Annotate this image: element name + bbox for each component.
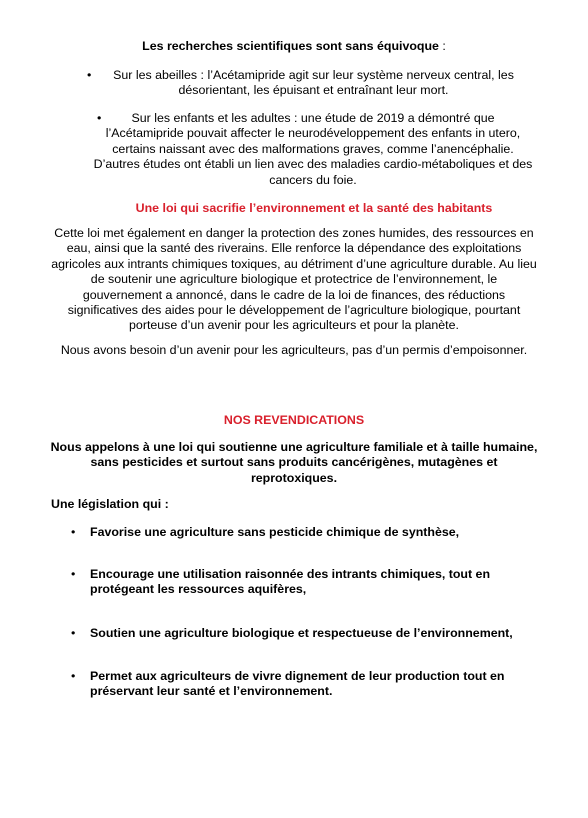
list-item	[71, 669, 540, 700]
list-item	[71, 567, 540, 598]
demand-statement: Nous appelons à une loi qui soutienne une agriculture familiale et à taille humaine, sans pesticides et surtout sans produits cancérigènes, mutagènes et reprotoxiques.	[50, 440, 538, 485]
legislation-label: Une législation qui :	[51, 497, 169, 511]
list-item	[71, 626, 540, 641]
list-item-text: Permet aux agriculteurs de vivre dignement de leur production tout en préservant leur santé et l’environnement.	[90, 669, 505, 699]
bullet-icon: •	[87, 68, 92, 82]
bullet-icon: •	[71, 525, 76, 539]
paragraph-future: Nous avons besoin d’un avenir pour les agriculteurs, pas d’un permis d’empoisonner.	[60, 343, 528, 357]
bullet-icon: •	[71, 669, 76, 683]
intro-heading	[60, 39, 528, 54]
bullet-icon: •	[71, 567, 76, 581]
intro-heading-text: Les recherches scientifiques sont sans équivoque	[142, 39, 439, 53]
bullet-humans-text: Sur les enfants et les adultes : une étude de 2019 a démontré que l’Acétamipride pouvait affecter le neurodéveloppement des enfants in utero, certains naissant avec des malformations graves, comme l’anencéphalie. D’autres études ont établi un lien avec des maladies cardio-métaboliques et des cancers du foie.	[93, 111, 533, 187]
list-item-text: Favorise une agriculture sans pesticide chimique de synthèse,	[90, 525, 460, 539]
bullet-humans	[92, 111, 534, 188]
bullet-bees	[87, 68, 532, 99]
list-item-text: Soutien une agriculture biologique et respectueuse de l’environnement,	[90, 626, 513, 640]
bullet-bees-text: Sur les abeilles : l’Acétamipride agit sur leur système nerveux central, les désorientant, les épuisant et entraînant leur mort.	[113, 68, 514, 98]
intro-heading-colon: :	[438, 39, 446, 53]
bullet-icon: •	[71, 626, 76, 640]
section-title-law: Une loi qui sacrifie l’environnement et la santé des habitants	[135, 201, 493, 215]
section-title-demands: NOS REVENDICATIONS	[223, 413, 365, 427]
paragraph-law-impact: Cette loi met également en danger la protection des zones humides, des ressources en eau, ainsi que la santé des riverains. Elle renforce la dépendance des exploitations agricoles aux intrants chimiques toxiques, au détriment d’une agriculture durable. Au lieu de soutenir une agriculture biologique et protectrice de l’environnement, le gouvernement a annoncé, dans le cadre de la loi de finances, des réductions significatives des aides pour le développement de l’agriculture biologique, pourtant porteuse d’un avenir pour les agriculteurs et pour la planète.	[51, 226, 537, 333]
list-item	[71, 525, 540, 540]
list-item-text: Encourage une utilisation raisonnée des intrants chimiques, tout en protégeant les ressources aquifères,	[90, 567, 491, 597]
bullet-icon: •	[97, 111, 102, 125]
